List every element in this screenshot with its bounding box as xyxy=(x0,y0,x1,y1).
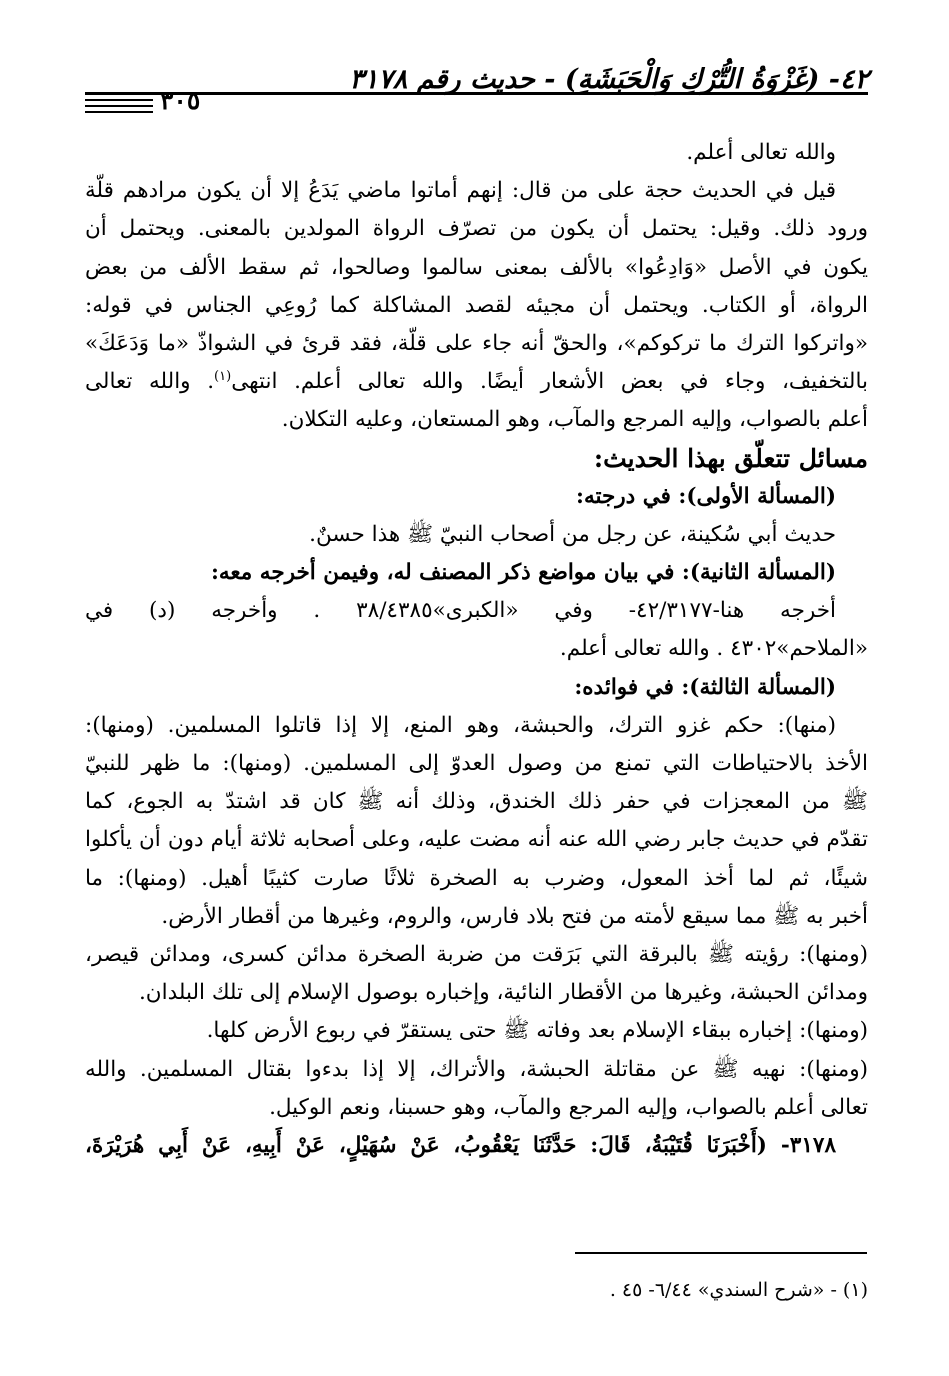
text-line: «الملاحم»٤٣٠٢ . والله تعالى أعلم. xyxy=(559,636,868,662)
hadith-line: ٣١٧٨- (أَخْبَرَنَا قُتَيْبَةُ، قَالَ: حَدَّثَنَا يَعْقُوبُ، عَنْ سُهَيْلٍ، عَنْ أَبِيهِ، عَنْ أَبِي هُرَيْرَةَ، xyxy=(85,1132,836,1158)
text-line: «واتركوا الترك ما تركوكم»، والحقّ أنه جاء على قلّة، فقد قرئ في الشواذّ «ما وَدَعَكَ» xyxy=(85,330,868,356)
text-line: (ومنها): رؤيته ﷺ بالبرقة التي بَرَقت من ضربة الصخرة مدائن كسرى، ومدائن قيصر، xyxy=(85,941,868,967)
footnote-marker: (١) xyxy=(214,368,232,384)
issue-heading: (المسألة الثالثة): في فوائده: xyxy=(574,674,836,700)
text-line: أخرجه هنا-٤٢/٣١٧٧- وفي «الكبرى»٣٨/٤٣٨٥ . وأخرجه (د) في xyxy=(85,598,837,624)
text-line: شيئًا، ثم لما أخذ المعول، وضرب به الصخرة ثلاثًا صارت كثيبًا أهيل. (ومنها): ما xyxy=(85,865,868,891)
body-text xyxy=(85,134,868,1165)
text-line: حديث أبي سُكينة، عن رجل من أصحاب النبيّ ﷺ هذا حسنٌ. xyxy=(309,521,836,547)
header-rule xyxy=(85,92,868,95)
page-number: ٣٠٥ xyxy=(160,86,201,115)
text-segment: . والله تعالى xyxy=(85,369,215,395)
text-line: ومدائن الحبشة، وغيرها من الأقطار النائية، وإخباره بوصول الإسلام إلى تلك البلدان. xyxy=(138,980,868,1006)
text-line: تقدّم في حديث جابر رضي الله عنه أنه مضت عليه، وعلى أصحابه ثلاثة أيام دون أن يأكلوا xyxy=(85,827,868,853)
issue-heading: (المسألة الثانية): في بيان مواضع ذكر المصنف له، وفيمن أخرجه معه: xyxy=(210,560,836,586)
text-line: قيل في الحديث حجة على من قال: إنهم أماتوا ماضي يَدَعُ إلا أن يكون مرادهم قلّة xyxy=(85,178,836,204)
issue-heading: (المسألة الأولى): في درجته: xyxy=(576,483,836,509)
text-line: تعالى أعلم بالصواب، وإليه المرجع والمآب، وهو حسبنا، ونعم الوكيل. xyxy=(269,1094,868,1120)
header-triple-rule xyxy=(85,96,868,116)
text-line: يكون في الأصل «وَادِعُوا» بالألف بمعنى سالموا وصالحوا، ثم سقط الألف من بعض xyxy=(85,254,868,280)
text-line: الأخذ بالاحتياطات التي تمنع من وصول العدوّ إلى المسلمين. (ومنها): ما ظهر للنبيّ xyxy=(85,751,868,776)
text-line xyxy=(85,363,868,401)
text-line: ورود ذلك. وقيل: يحتمل أن يكون من تصرّف الرواة المولدين بالمعنى. ويحتمل أن xyxy=(85,216,868,242)
text-line: أخبر به ﷺ مما سيقع لأمته من فتح بلاد فارس، والروم، وغيرها من أقطار الأرض. xyxy=(161,903,868,929)
footnote: (١) - «شرح السندي» ٦/٤٤- ٤٥ . xyxy=(609,1279,868,1301)
footnote-rule xyxy=(575,1252,867,1254)
text-segment: بالتخفيف، وجاء في بعض الأشعار أيضًا. والله تعالى أعلم. انتهى xyxy=(231,369,868,395)
text-line: أعلم بالصواب، وإليه المرجع والمآب، وهو المستعان، وعليه التكلان. xyxy=(281,407,868,433)
section-heading: مسائل تتعلّق بهذا الحديث: xyxy=(593,443,868,473)
text-line: (منها): حكم غزو الترك، والحبشة، وهو المنع، إلا إذا قاتلوا المسلمين. (ومنها): xyxy=(85,712,836,738)
text-line: (ومنها): إخباره ببقاء الإسلام بعد وفاته ﷺ حتى يستقرّ في ربوع الأرض كلها. xyxy=(206,1018,868,1044)
text-line: (ومنها): نهيه ﷺ عن مقاتلة الحبشة، والأتراك، إلا إذا بدءوا بقتال المسلمين. والله xyxy=(85,1056,868,1082)
text-line: ﷺ من المعجزات في حفر ذلك الخندق، وذلك أنه ﷺ كان قد اشتدّ به الجوع، كما xyxy=(85,789,868,815)
text-line: الرواة، أو الكتاب. ويحتمل أن مجيئه لقصد المشاكلة كما رُوعِي الجناس في قوله: xyxy=(85,292,868,318)
text-line: والله تعالى أعلم. xyxy=(686,140,836,165)
page-header-title: ٤٢- (غَزْوَةُ التُّرْكِ وَالْحَبَشَةِ) - حديث رقم ٣١٧٨ xyxy=(349,64,869,95)
